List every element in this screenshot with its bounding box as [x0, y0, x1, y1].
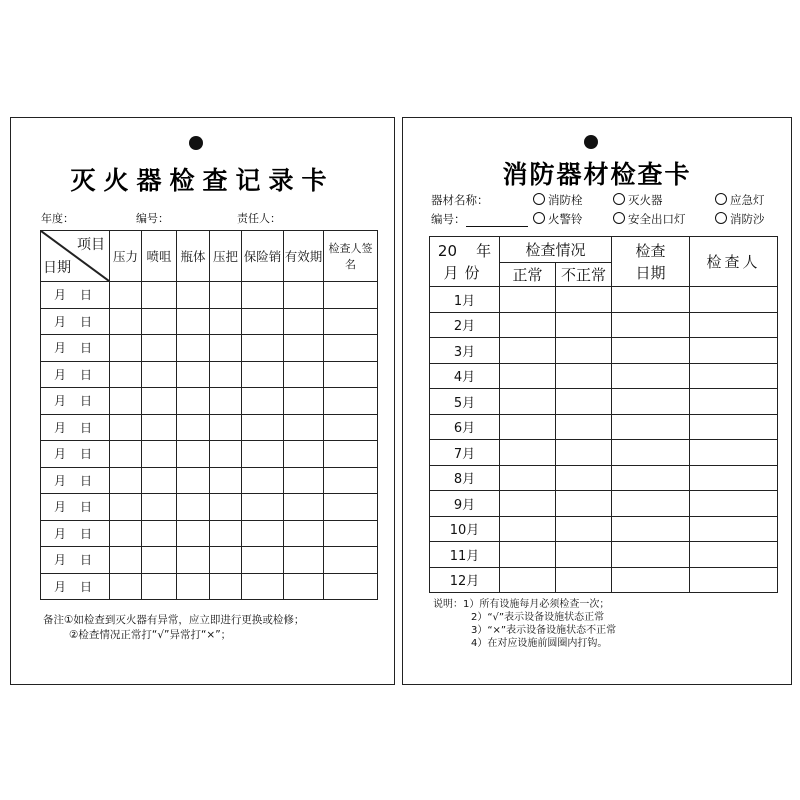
entry-cell[interactable]: [177, 335, 210, 362]
entry-cell[interactable]: [242, 335, 284, 362]
col-expiry: 有效期: [284, 231, 324, 282]
entry-cell[interactable]: [612, 312, 690, 338]
punch-hole: [584, 135, 598, 149]
entry-cell[interactable]: [242, 520, 284, 547]
entry-cell[interactable]: [210, 494, 242, 521]
entry-cell[interactable]: [612, 363, 690, 389]
entry-cell[interactable]: [110, 494, 142, 521]
entry-cell[interactable]: [177, 520, 210, 547]
remark-line: 备注①如检查到灭火器有异常，应立即进行更换或检修；: [43, 614, 305, 626]
entry-cell[interactable]: [142, 282, 177, 309]
entry-cell[interactable]: [284, 573, 324, 600]
table-row: [430, 567, 778, 593]
entry-cell[interactable]: [690, 440, 778, 466]
month-cell: 4月: [430, 363, 500, 389]
option-label: 消防沙: [730, 212, 765, 226]
entry-cell[interactable]: [177, 467, 210, 494]
instruction-line: 2）“√”表示设备设施状态正常: [471, 612, 605, 623]
entry-cell[interactable]: [324, 467, 378, 494]
entry-cell[interactable]: [210, 467, 242, 494]
entry-cell[interactable]: [284, 308, 324, 335]
entry-cell[interactable]: [210, 573, 242, 600]
entry-cell[interactable]: [556, 287, 612, 313]
entry-cell[interactable]: [210, 308, 242, 335]
entry-cell[interactable]: [284, 547, 324, 574]
entry-cell[interactable]: [177, 414, 210, 441]
table-row: [430, 465, 778, 491]
entry-cell[interactable]: [324, 308, 378, 335]
option-exit-light[interactable]: [613, 211, 686, 227]
entry-cell[interactable]: [142, 494, 177, 521]
entry-cell[interactable]: [690, 465, 778, 491]
entry-cell[interactable]: [500, 389, 556, 415]
month-cell: 1月: [430, 287, 500, 313]
entry-cell[interactable]: [110, 467, 142, 494]
date-cell: 月日: [41, 467, 110, 494]
date-cell: 月日: [41, 520, 110, 547]
month-cell: 12月: [430, 567, 500, 593]
entry-cell[interactable]: [210, 547, 242, 574]
entry-cell[interactable]: [690, 363, 778, 389]
date-cell: 月日: [41, 361, 110, 388]
entry-cell[interactable]: [242, 414, 284, 441]
entry-cell[interactable]: [142, 308, 177, 335]
entry-cell[interactable]: [556, 542, 612, 568]
entry-cell[interactable]: [612, 542, 690, 568]
monthly-inspection-table: [429, 236, 778, 593]
table-row: [430, 389, 778, 415]
entry-cell[interactable]: [177, 308, 210, 335]
entry-cell[interactable]: [284, 361, 324, 388]
entry-cell[interactable]: [612, 287, 690, 313]
entry-cell[interactable]: [177, 282, 210, 309]
entry-cell[interactable]: [142, 388, 177, 415]
entry-cell[interactable]: [242, 547, 284, 574]
date-cell: 月日: [41, 441, 110, 468]
table-row: [430, 440, 778, 466]
entry-cell[interactable]: [690, 287, 778, 313]
col-safety-pin: 保险销: [242, 231, 284, 282]
col-inspector-signature: 检查人签名: [324, 231, 378, 282]
entry-cell[interactable]: [142, 573, 177, 600]
entry-cell[interactable]: [500, 491, 556, 517]
entry-cell[interactable]: [210, 441, 242, 468]
entry-cell[interactable]: [324, 414, 378, 441]
option-extinguisher[interactable]: [613, 192, 663, 208]
abnormal-header: 不正常: [556, 263, 612, 287]
month-cell: 11月: [430, 542, 500, 568]
month-cell: 5月: [430, 389, 500, 415]
entry-cell[interactable]: [500, 516, 556, 542]
year-label: 年度：: [41, 212, 74, 225]
option-label: 应急灯: [730, 193, 765, 207]
checkbox-circle-icon[interactable]: [533, 193, 545, 205]
fire-equipment-inspection-card: [402, 117, 792, 685]
entry-cell[interactable]: [500, 414, 556, 440]
date-cell: 月日: [41, 282, 110, 309]
entry-cell[interactable]: [210, 282, 242, 309]
table-row: [41, 388, 378, 415]
fire-extinguisher-record-card: [10, 117, 395, 685]
checkbox-circle-icon[interactable]: [613, 212, 625, 224]
option-label: 消防栓: [548, 193, 583, 207]
entry-cell[interactable]: [556, 567, 612, 593]
table-row: [430, 363, 778, 389]
entry-cell[interactable]: [284, 282, 324, 309]
entry-cell[interactable]: [242, 388, 284, 415]
table-row: [41, 573, 378, 600]
entry-cell[interactable]: [110, 520, 142, 547]
entry-cell[interactable]: [177, 573, 210, 600]
entry-cell[interactable]: [556, 440, 612, 466]
checkbox-circle-icon[interactable]: [533, 212, 545, 224]
entry-cell[interactable]: [556, 389, 612, 415]
entry-cell[interactable]: [690, 389, 778, 415]
entry-cell[interactable]: [612, 389, 690, 415]
entry-cell[interactable]: [500, 312, 556, 338]
entry-cell[interactable]: [324, 441, 378, 468]
table-row: [430, 414, 778, 440]
owner-label: 责任人：: [237, 212, 281, 225]
entry-cell[interactable]: [110, 388, 142, 415]
instruction-line: 3）“×”表示设备设施状态不正常: [471, 625, 617, 636]
entry-cell[interactable]: [324, 388, 378, 415]
entry-cell[interactable]: [612, 338, 690, 364]
date-cell: 月日: [41, 388, 110, 415]
entry-cell[interactable]: [110, 414, 142, 441]
entry-cell[interactable]: [177, 361, 210, 388]
table-row: [41, 441, 378, 468]
entry-cell[interactable]: [284, 467, 324, 494]
entry-cell[interactable]: [177, 494, 210, 521]
month-cell: 8月: [430, 465, 500, 491]
entry-cell[interactable]: [242, 467, 284, 494]
option-emergency-light[interactable]: [715, 192, 765, 208]
entry-cell[interactable]: [500, 363, 556, 389]
entry-cell[interactable]: [177, 388, 210, 415]
table-row: [41, 308, 378, 335]
entry-cell[interactable]: [690, 414, 778, 440]
option-label: 火警铃: [548, 212, 583, 226]
table-row: [41, 494, 378, 521]
entry-cell[interactable]: [284, 388, 324, 415]
table-row: [430, 287, 778, 313]
entry-cell[interactable]: [556, 312, 612, 338]
entry-cell[interactable]: [500, 338, 556, 364]
table-row: [430, 312, 778, 338]
entry-cell[interactable]: [556, 465, 612, 491]
date-line2: 日期: [635, 263, 666, 282]
instruction-line: 4）在对应设施前圆圈内打钩。: [471, 638, 608, 649]
entry-cell[interactable]: [210, 388, 242, 415]
entry-cell[interactable]: [210, 361, 242, 388]
inspection-table: [40, 230, 378, 600]
entry-cell[interactable]: [110, 308, 142, 335]
instruction-line: 说明：1）所有设施每月必须检查一次；: [433, 599, 610, 610]
inspection-date-header: [612, 237, 690, 287]
month-cell: 9月: [430, 491, 500, 517]
entry-cell[interactable]: [242, 494, 284, 521]
entry-cell[interactable]: [284, 335, 324, 362]
month-cell: 10月: [430, 516, 500, 542]
entry-cell[interactable]: [500, 465, 556, 491]
entry-cell[interactable]: [110, 361, 142, 388]
entry-cell[interactable]: [142, 520, 177, 547]
number-blank[interactable]: [466, 216, 528, 227]
col-handle: 压把: [210, 231, 242, 282]
entry-cell[interactable]: [242, 282, 284, 309]
entry-cell[interactable]: [110, 335, 142, 362]
entry-cell[interactable]: [142, 441, 177, 468]
remarks: [43, 613, 304, 643]
entry-cell[interactable]: [142, 414, 177, 441]
entry-cell[interactable]: [324, 520, 378, 547]
table-row: [430, 542, 778, 568]
normal-header: 正常: [500, 263, 556, 287]
number-label: 编号：: [431, 212, 466, 226]
entry-cell[interactable]: [690, 491, 778, 517]
table-row: [430, 516, 778, 542]
entry-cell[interactable]: [500, 542, 556, 568]
date-cell: 月日: [41, 494, 110, 521]
entry-cell[interactable]: [324, 282, 378, 309]
table-row: [430, 491, 778, 517]
entry-cell[interactable]: [612, 567, 690, 593]
entry-cell[interactable]: [284, 441, 324, 468]
card-title: 灭火器检查记录卡: [70, 166, 335, 195]
table-row: [41, 467, 378, 494]
entry-cell[interactable]: [177, 547, 210, 574]
entry-cell[interactable]: [284, 494, 324, 521]
col-nozzle: 喷咀: [142, 231, 177, 282]
date-cell: 月日: [41, 308, 110, 335]
entry-cell[interactable]: [284, 520, 324, 547]
entry-cell[interactable]: [500, 440, 556, 466]
entry-cell[interactable]: [324, 335, 378, 362]
status-header: 检查情况: [500, 237, 612, 263]
table-row: [41, 520, 378, 547]
table-row: [41, 414, 378, 441]
entry-cell[interactable]: [324, 361, 378, 388]
year-prefix: 20: [437, 241, 457, 260]
month-cell: 3月: [430, 338, 500, 364]
entry-cell[interactable]: [324, 573, 378, 600]
number-label: 编号：: [136, 212, 169, 225]
entry-cell[interactable]: [142, 547, 177, 574]
entry-cell[interactable]: [242, 573, 284, 600]
checkbox-circle-icon[interactable]: [715, 212, 727, 224]
entry-cell[interactable]: [110, 573, 142, 600]
entry-cell[interactable]: [612, 465, 690, 491]
entry-cell[interactable]: [612, 440, 690, 466]
option-label: 安全出口灯: [628, 212, 686, 226]
entry-cell[interactable]: [110, 547, 142, 574]
entry-cell[interactable]: [556, 363, 612, 389]
entry-cell[interactable]: [612, 491, 690, 517]
entry-cell[interactable]: [142, 335, 177, 362]
entry-cell[interactable]: [110, 282, 142, 309]
entry-cell[interactable]: [324, 494, 378, 521]
item-header: 项目: [77, 237, 105, 253]
col-cylinder: 瓶体: [177, 231, 210, 282]
option-hydrant[interactable]: [533, 192, 583, 208]
remark-line: ②检查情况正常打“√”异常打“×”；: [69, 629, 232, 641]
month-cell: 6月: [430, 414, 500, 440]
entry-cell[interactable]: [242, 308, 284, 335]
entry-cell[interactable]: [177, 441, 210, 468]
entry-cell[interactable]: [142, 361, 177, 388]
date-line1: 检查: [635, 241, 666, 260]
year-month-header: [430, 237, 500, 287]
entry-cell[interactable]: [242, 441, 284, 468]
instructions: [433, 598, 616, 650]
entry-cell[interactable]: [500, 287, 556, 313]
option-fire-alarm[interactable]: [533, 211, 583, 227]
checkbox-circle-icon[interactable]: [715, 193, 727, 205]
card-title: 消防器材检查卡: [502, 160, 692, 189]
punch-hole: [189, 136, 203, 150]
entry-cell[interactable]: [500, 567, 556, 593]
inspector-header: 检查人: [690, 237, 778, 287]
entry-cell[interactable]: [690, 567, 778, 593]
entry-cell[interactable]: [690, 542, 778, 568]
entry-cell[interactable]: [210, 335, 242, 362]
entry-cell[interactable]: [210, 520, 242, 547]
header-diagonal-cell: [41, 231, 110, 282]
date-cell: 月日: [41, 547, 110, 574]
month-cell: 7月: [430, 440, 500, 466]
entry-cell[interactable]: [690, 312, 778, 338]
table-row: [41, 282, 378, 309]
col-pressure: 压力: [110, 231, 142, 282]
number-field: [431, 211, 528, 227]
checkbox-circle-icon[interactable]: [613, 193, 625, 205]
entry-cell[interactable]: [690, 516, 778, 542]
entry-cell[interactable]: [142, 467, 177, 494]
date-cell: 月日: [41, 573, 110, 600]
entry-cell[interactable]: [612, 414, 690, 440]
entry-cell[interactable]: [690, 338, 778, 364]
entry-cell[interactable]: [556, 414, 612, 440]
entry-cell[interactable]: [556, 516, 612, 542]
option-label: 灭火器: [628, 193, 663, 207]
option-fire-sand[interactable]: [715, 211, 765, 227]
year-suffix: 年: [476, 241, 492, 260]
entry-cell[interactable]: [556, 338, 612, 364]
entry-cell[interactable]: [612, 516, 690, 542]
table-row: [41, 361, 378, 388]
entry-cell[interactable]: [210, 414, 242, 441]
entry-cell[interactable]: [284, 414, 324, 441]
table-row: [41, 335, 378, 362]
entry-cell[interactable]: [324, 547, 378, 574]
date-header: 日期: [43, 260, 71, 276]
equipment-name-label: 器材名称：: [431, 193, 489, 207]
date-cell: 月日: [41, 414, 110, 441]
table-row: [430, 338, 778, 364]
entry-cell[interactable]: [110, 441, 142, 468]
entry-cell[interactable]: [242, 361, 284, 388]
month-cell: 2月: [430, 312, 500, 338]
entry-cell[interactable]: [556, 491, 612, 517]
table-row: [41, 547, 378, 574]
month-header: 月份: [443, 263, 486, 282]
date-cell: 月日: [41, 335, 110, 362]
